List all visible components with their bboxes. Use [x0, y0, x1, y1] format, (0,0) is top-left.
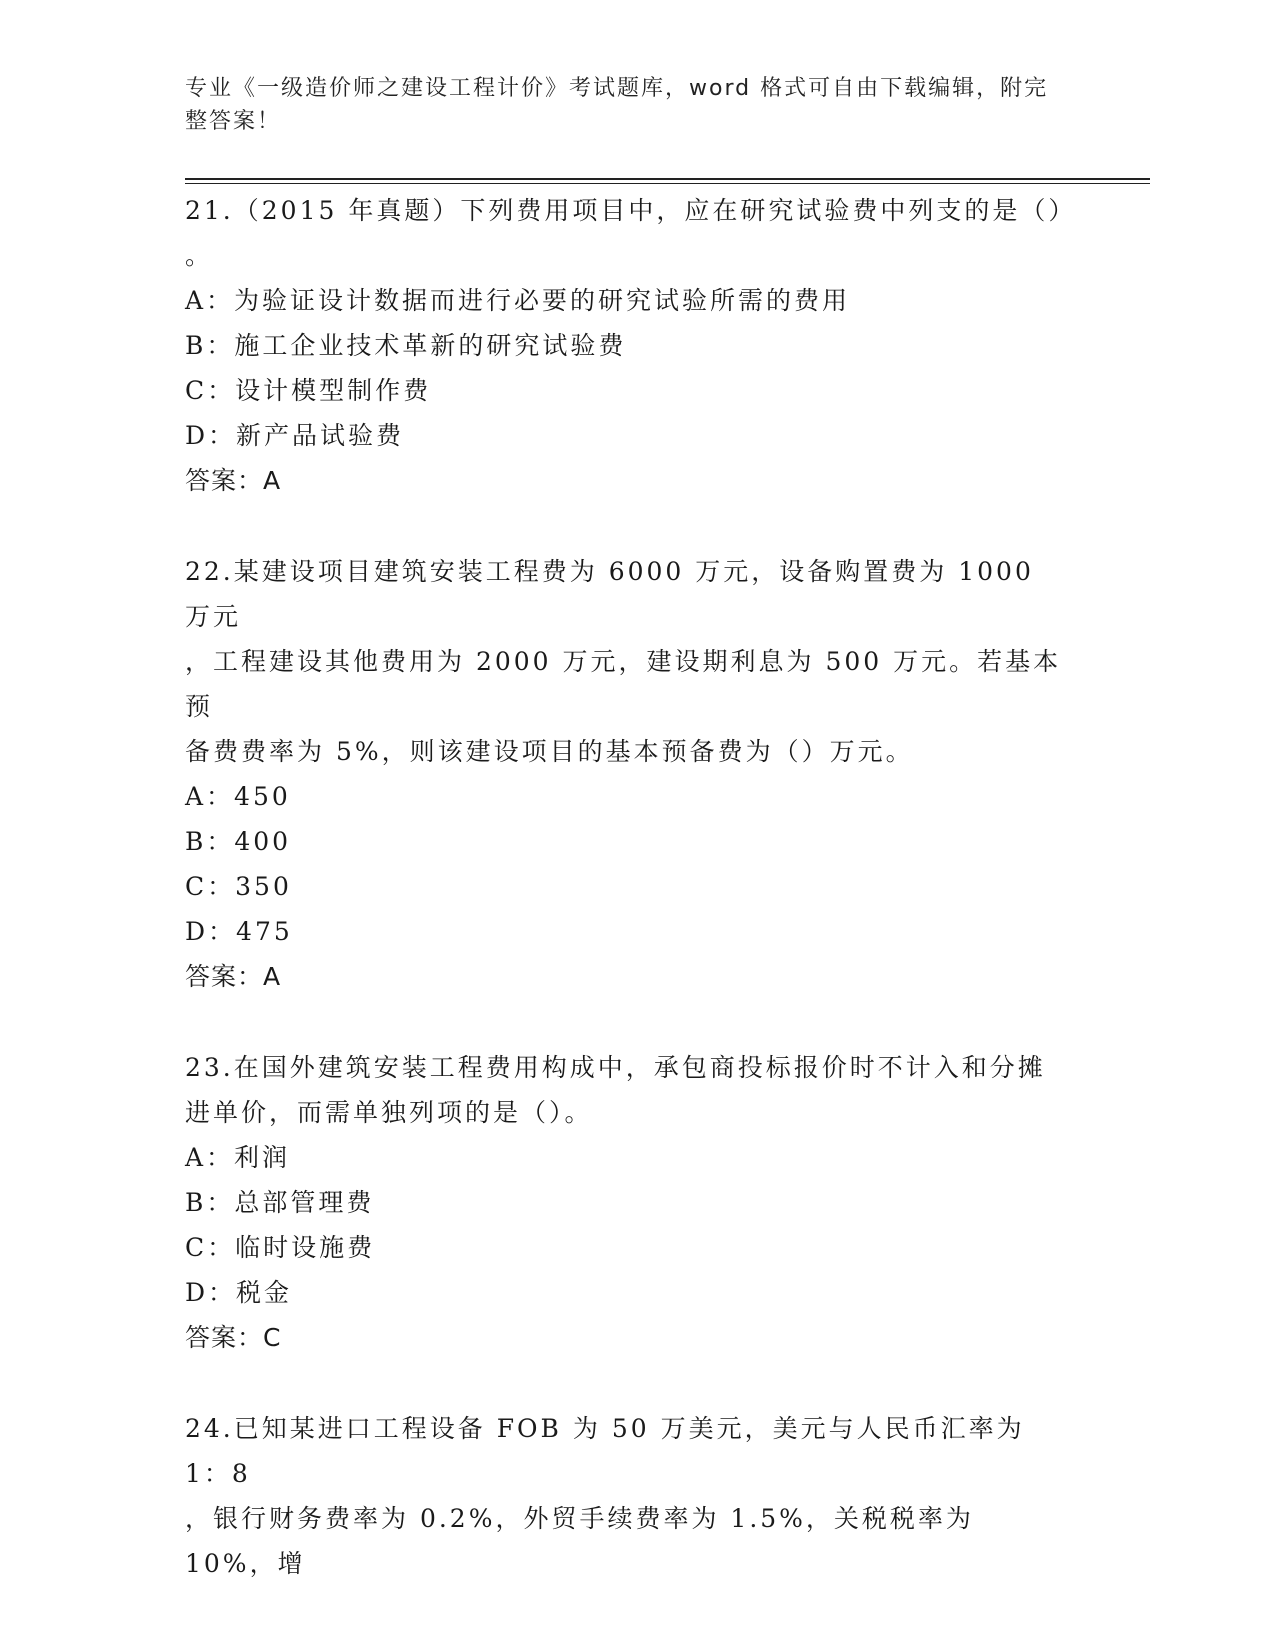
question-stem-line: 23.在国外建筑安装工程费用构成中，承包商投标报价时不计入和分摊	[185, 1053, 1046, 1082]
question-stem-line: 进单价，而需单独列项的是（）。	[185, 1098, 593, 1127]
header-line-1: 专业《一级造价师之建设工程计价》考试题库，word 格式可自由下载编辑，附完	[185, 76, 1049, 101]
answer-key: 答案：C	[185, 1323, 282, 1352]
answer-option: C：临时设施费	[185, 1233, 376, 1262]
answer-option: D：475	[185, 917, 293, 946]
document-header	[185, 72, 1065, 138]
question-stem-line: ，工程建设其他费用为 2000 万元，建设期利息为 500 万元。若基本预	[185, 647, 1062, 721]
answer-option: B：400	[185, 827, 292, 856]
answer-option: B：施工企业技术革新的研究试验费	[185, 331, 627, 360]
question-list	[185, 188, 1077, 1586]
question-stem-line: ，银行财务费率为 0.2%，外贸手续费率为 1.5%，关税税率为 10%，增	[185, 1504, 974, 1578]
answer-option: B：总部管理费	[185, 1188, 375, 1217]
header-divider-thin	[185, 183, 1150, 184]
answer-option: A：450	[185, 782, 291, 811]
question-block	[185, 188, 1077, 503]
question-block	[185, 1406, 1065, 1586]
answer-option: A：为验证设计数据而进行必要的研究试验所需的费用	[185, 286, 851, 315]
question-stem-line: 22.某建设项目建筑安装工程费为 6000 万元，设备购置费为 1000 万元	[185, 557, 1034, 631]
answer-option: D：税金	[185, 1278, 293, 1307]
answer-option: D：新产品试验费	[185, 421, 405, 450]
header-divider-thick	[185, 178, 1150, 180]
answer-option: C：设计模型制作费	[185, 376, 432, 405]
question-stem-line: 。	[185, 241, 214, 270]
question-block	[185, 549, 1065, 999]
question-stem-line: 备费费率为 5%，则该建设项目的基本预备费为（）万元。	[185, 737, 914, 766]
answer-key: 答案：A	[185, 466, 282, 495]
answer-option: C：350	[185, 872, 292, 901]
question-block	[185, 1045, 1065, 1360]
header-line-2: 整答案！	[185, 109, 282, 134]
answer-key: 答案：A	[185, 962, 282, 991]
question-stem-line: 24.已知某进口工程设备 FOB 为 50 万美元，美元与人民币汇率为 1：8	[185, 1414, 1025, 1488]
answer-option: A：利润	[185, 1143, 291, 1172]
question-stem-line: 21.（2015 年真题）下列费用项目中，应在研究试验费中列支的是（）	[185, 196, 1077, 225]
